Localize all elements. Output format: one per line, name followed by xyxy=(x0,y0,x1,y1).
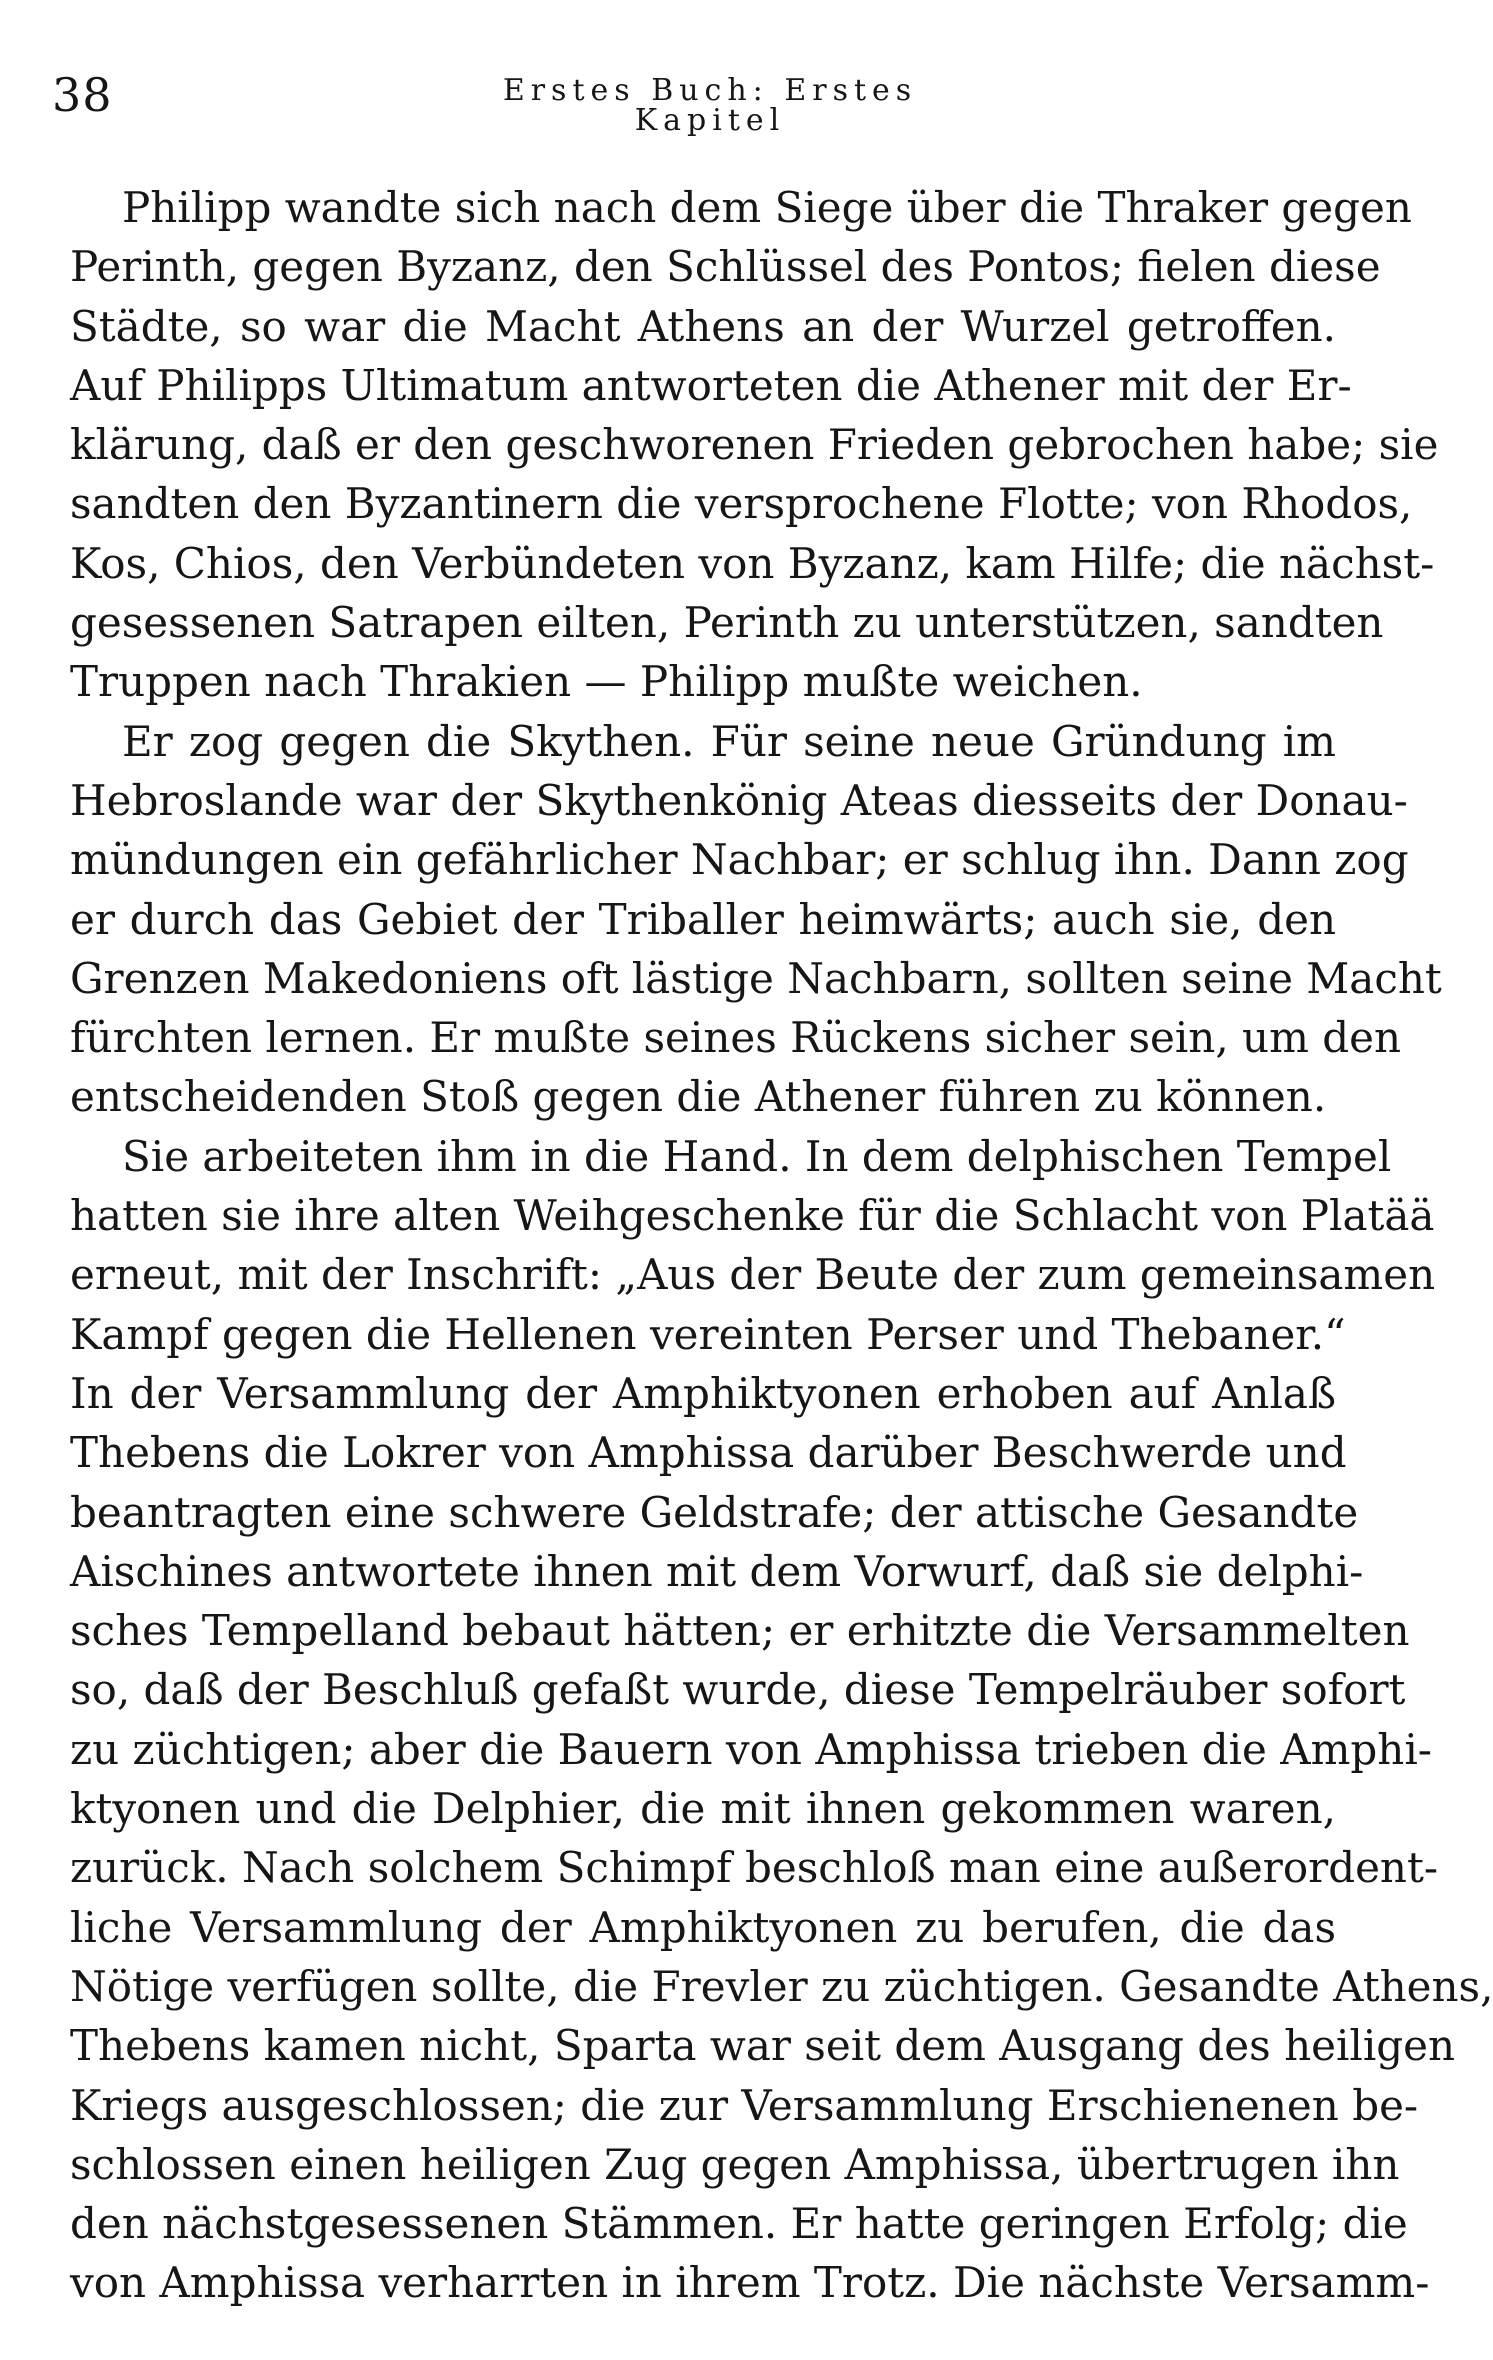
text-line: Thebens kamen nicht, Sparta war seit dem Ausgang des heiligen xyxy=(70,2021,1456,2071)
text-line: ktyonen und die Delphier, die mit ihnen gekommen waren, xyxy=(70,1784,1336,1834)
text-line: zurück. Nach solchem Schimpf beschloß man eine außerordent- xyxy=(70,1843,1439,1893)
text-line: sches Tempelland bebaut hätten; er erhitzte die Versammelten xyxy=(70,1606,1410,1656)
text-line: mündungen ein gefährlicher Nachbar; er schlug ihn. Dann zog xyxy=(70,835,1409,885)
running-title: Erstes Buch: Erstes Kapitel xyxy=(502,73,918,138)
text-line: beantragten eine schwere Geldstrafe; der attische Gesandte xyxy=(70,1487,1359,1537)
text-line: Kampf gegen die Hellenen vereinten Perser und Thebaner.“ xyxy=(70,1309,1346,1359)
text-line: sandten den Byzantinern die versprochene Flotte; von Rhodos, xyxy=(70,479,1413,529)
text-line: Nötige verfügen sollte, die Frevler zu züchtigen. Gesandte Athens, xyxy=(70,1961,1493,2011)
text-line: Aischines antwortete ihnen mit dem Vorwurf, daß sie delphi- xyxy=(70,1546,1364,1596)
text-line: gesessenen Satrapen eilten, Perinth zu unterstützen, sandten xyxy=(70,598,1384,648)
text-line: Grenzen Makedoniens oft lästige Nachbarn, sollten seine Macht xyxy=(70,953,1442,1003)
text-line: klärung, daß er den geschworenen Frieden gebrochen habe; sie xyxy=(70,420,1439,470)
text-line: fürchten lernen. Er mußte seines Rückens sicher sein, um den xyxy=(70,1013,1402,1063)
text-line: Sie arbeiteten ihm in die Hand. In dem delphischen Tempel xyxy=(122,1131,1392,1181)
text-line: er durch das Gebiet der Triballer heimwärts; auch sie, den xyxy=(70,894,1336,944)
page-number: 38 xyxy=(52,68,113,122)
text-line: Truppen nach Thrakien — Philipp mußte weichen. xyxy=(70,657,1143,707)
text-line: hatten sie ihre alten Weihgeschenke für die Schlacht von Platää xyxy=(70,1191,1435,1241)
text-line: In der Versammlung der Amphiktyonen erhoben auf Anlaß xyxy=(70,1368,1336,1418)
text-line: von Amphissa verharrten in ihrem Trotz. Die nächste Versamm- xyxy=(70,2258,1430,2308)
text-line: den nächstgesessenen Stämmen. Er hatte geringen Erfolg; die xyxy=(70,2199,1408,2249)
text-line: Kos, Chios, den Verbündeten von Byzanz, kam Hilfe; die nächst- xyxy=(70,538,1435,588)
text-line: erneut, mit der Inschrift: „Aus der Beute der zum gemeinsamen xyxy=(70,1250,1436,1300)
text-line: Thebens die Lokrer von Amphissa darüber Beschwerde und xyxy=(70,1428,1347,1478)
text-line: entscheidenden Stoß gegen die Athener führen zu können. xyxy=(70,1072,1327,1122)
text-line: Philipp wandte sich nach dem Siege über die Thraker gegen xyxy=(122,183,1412,232)
text-line: schlossen einen heiligen Zug gegen Amphissa, übertrugen ihn xyxy=(70,2139,1400,2189)
text-line: Auf Philipps Ultimatum antworteten die Athener mit der Er- xyxy=(70,360,1352,410)
text-line: so, daß der Beschluß gefaßt wurde, diese Tempelräuber sofort xyxy=(70,1665,1406,1715)
text-line: Perinth, gegen Byzanz, den Schlüssel des Pontos; fielen diese xyxy=(70,242,1381,292)
text-line: Kriegs ausgeschlossen; die zur Versammlung Erschienenen be- xyxy=(70,2080,1419,2130)
text-line: liche Versammlung der Amphiktyonen zu berufen, die das xyxy=(70,1902,1336,1952)
text-line: zu züchtigen; aber die Bauern von Amphissa trieben die Amphi- xyxy=(70,1724,1432,1774)
text-line: Städte, so war die Macht Athens an der Wurzel getroffen. xyxy=(70,301,1336,351)
body-text xyxy=(70,178,1493,2313)
text-line: Er zog gegen die Skythen. Für seine neue Gründung im xyxy=(122,716,1336,766)
text-line: Hebroslande war der Skythenkönig Ateas diesseits der Donau- xyxy=(70,775,1408,825)
